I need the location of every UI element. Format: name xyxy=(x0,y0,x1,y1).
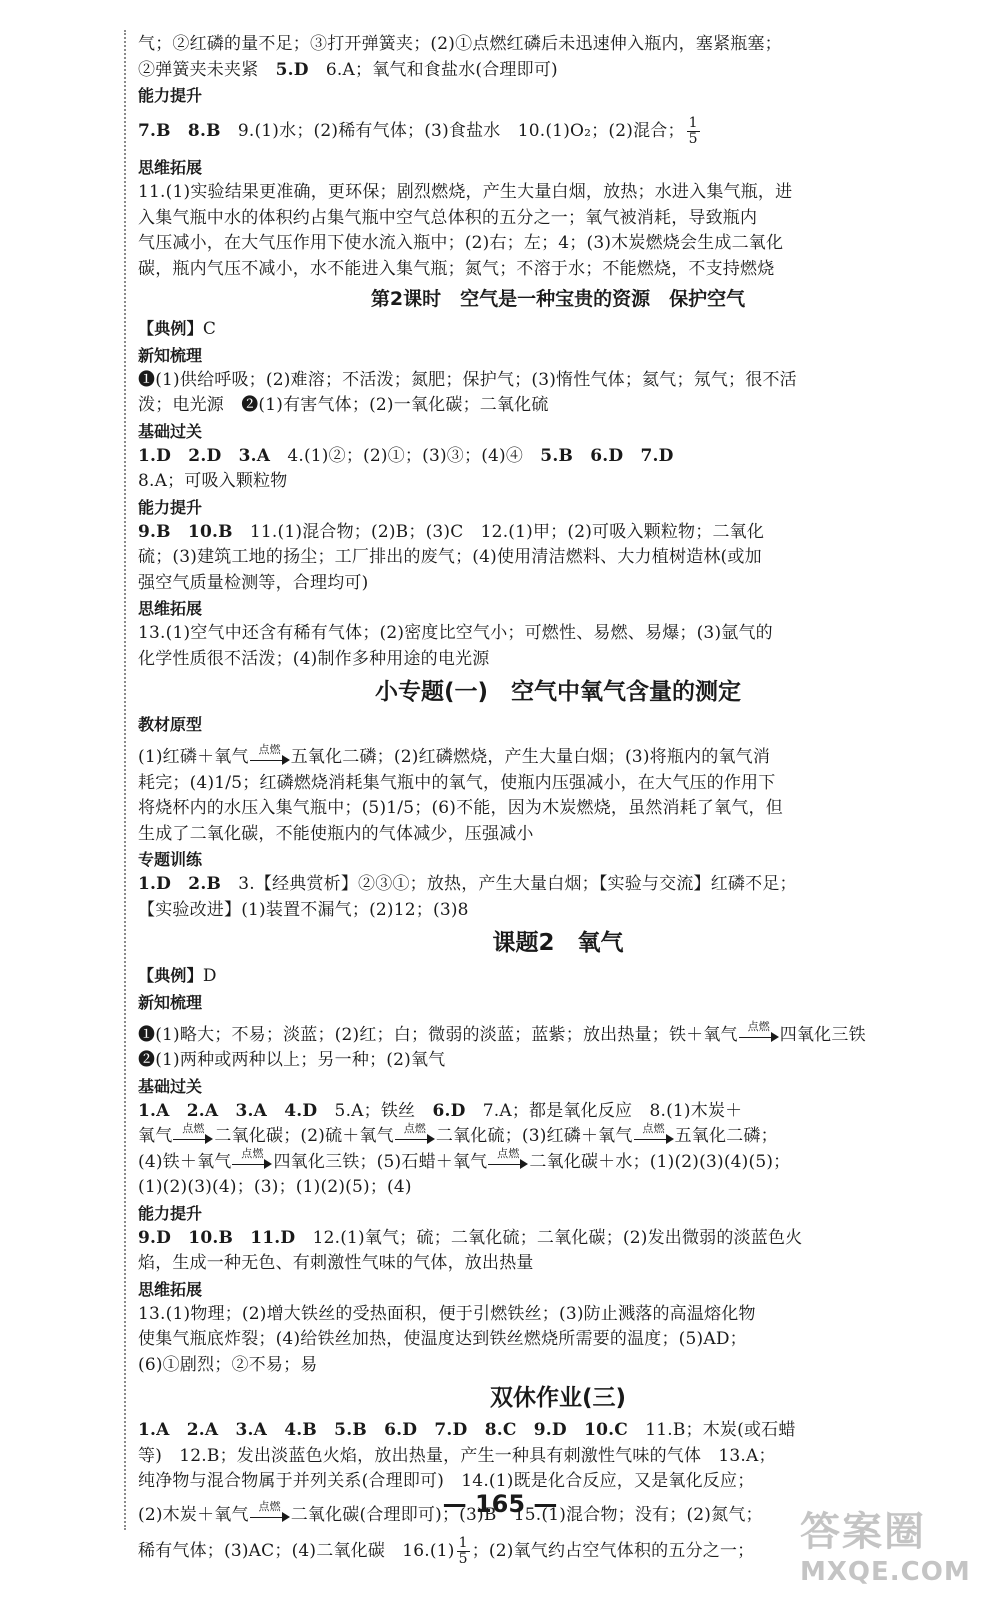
reaction-arrow: 点燃 xyxy=(739,1023,779,1048)
page-number: — 165 — xyxy=(442,1490,558,1518)
text-line: 1.A 2.A 3.A 4.B 5.B 6.D 7.D 8.C 9.D 10.C 11.B；木炭(或石蜡 xyxy=(138,1420,796,1440)
answer-page xyxy=(138,32,978,1567)
reaction-arrow: 点燃 xyxy=(634,1125,674,1150)
text-line: ❷(1)两种或两种以上；另一种；(2)氧气 xyxy=(138,1050,446,1070)
text-line: 气压减小，在大气压作用下使水流入瓶中；(2)右；左；4；(3)木炭燃烧会生成二氧化 xyxy=(138,233,784,253)
text-line: ❶(1)略大；不易；淡蓝；(2)红；白；微弱的淡蓝；蓝紫；放出热量；铁＋氧气 点燃 四氧化三铁 xyxy=(138,1023,978,1049)
text-line: 7.B 8.B 9.(1)水；(2)稀有气体；(3)食盐水 10.(1)O₂；(2)混合； $\frac{1}{5}$ xyxy=(138,115,698,147)
text-line: 硫；(3)建筑工地的扬尘；工厂排出的废气；(4)使用清洁燃料、大力植树造林(或加 xyxy=(138,547,762,567)
text-line: ②弹簧夹未夹紧 5.D 6.A；氧气和食盐水(合理即可) xyxy=(138,59,558,80)
text-line: 【实验改进】(1)装置不漏气；(2)12；(3)8 xyxy=(138,899,469,920)
subheading-nengli: 能力提升 xyxy=(138,1203,203,1223)
text-line: 气；②红磷的量不足；③打开弹簧夹；(2)①点燃红磷后未迅速伸入瓶内，塞紧瓶塞； xyxy=(138,34,782,54)
text-line: 氧气 点燃 二氧化碳；(2)硫＋氧气 点燃 二氧化硫；(3)红磷＋氧气 点燃 五氧化二磷； xyxy=(138,1124,978,1150)
text-line: 泼；电光源 ❷(1)有害气体；(2)一氧化碳；二氧化硫 xyxy=(138,395,549,415)
margin-dotted-rule xyxy=(124,30,126,1530)
subheading-xinzhi: 新知梳理 xyxy=(138,345,203,365)
text-line: 等) 12.B；发出淡蓝色火焰，放出热量，产生一种具有刺激性气味的气体 13.A； xyxy=(138,1445,776,1466)
text-line: ❶(1)供给呼吸；(2)难溶；不活泼；氮肥；保护气；(3)惰性气体；氦气；氖气；很不活 xyxy=(138,369,797,390)
text-line: 化学性质很不活泼；(4)制作多种用途的电光源 xyxy=(138,648,490,669)
reaction-arrow: 点燃 xyxy=(250,746,290,771)
subheading-xinzhi: 新知梳理 xyxy=(138,992,203,1012)
text-line: 11.(1)实验结果更准确，更环保；剧烈燃烧，产生大量白烟，放热；水进入集气瓶，进 xyxy=(138,182,793,202)
fraction: $\frac{1}{5}$ xyxy=(458,1535,468,1567)
text-line: 碳，瓶内气压不减小，水不能进入集气瓶；氮气；不溶于水；不能燃烧，不支持燃烧 xyxy=(138,258,775,279)
reaction-arrow: 点燃 xyxy=(173,1125,213,1150)
text-line: 【典例】C xyxy=(138,319,217,339)
subheading-siwei: 思维拓展 xyxy=(138,158,203,177)
text-line: (2)木炭＋氧气 点燃 二氧化碳(合理即可)；(3)B 15.(1)混合物；没有；(2)氮气； xyxy=(138,1503,978,1529)
homework-title: 双休作业(三) xyxy=(489,1385,627,1411)
subheading-jichu: 基础过关 xyxy=(138,1076,203,1096)
text-line: 13.(1)空气中还含有稀有气体；(2)密度比空气小；可燃性、易燃、易爆；(3)氩气的 xyxy=(138,623,773,643)
text-line: (1)(2)(3)(4)；(3)；(1)(2)(5)；(4) xyxy=(138,1177,412,1197)
text-line: 13.(1)物理；(2)增大铁丝的受热面积，便于引燃铁丝；(3)防止溅落的高温熔化物 xyxy=(138,1303,756,1324)
reaction-arrow: 点燃 xyxy=(395,1125,435,1150)
text-line: 耗完；(4)1/5；红磷燃烧消耗集气瓶中的氧气，使瓶内压强减小，在大气压的作用下 xyxy=(138,772,776,793)
section-title: 第2课时 空气是一种宝贵的资源 保护空气 xyxy=(370,288,746,310)
watermark-logo xyxy=(800,1508,980,1594)
text-line: 焰，生成一种无色、有刺激性气味的气体，放出热量 xyxy=(138,1253,534,1273)
text-line: 1.D 2.D 3.A 4.(1)②；(2)①；(3)③；(4)④ 5.B 6.D 7.D xyxy=(138,445,674,466)
text-line: 1.A 2.A 3.A 4.D 5.A；铁丝 6.D 7.A；都是氧化反应 8.(1)木炭＋ xyxy=(138,1100,743,1121)
subheading-jichu: 基础过关 xyxy=(138,421,203,441)
topic-title: 小专题(一) 空气中氧气含量的测定 xyxy=(374,679,742,705)
reaction-arrow: 点燃 xyxy=(232,1150,272,1175)
fraction: $\frac{1}{5}$ xyxy=(688,115,698,147)
subheading-zhuanti: 专题训练 xyxy=(138,850,203,869)
text-line: 8.A；可吸入颗粒物 xyxy=(138,471,288,491)
subheading-nengli: 能力提升 xyxy=(138,86,203,105)
text-line: 将烧杯内的水压入集气瓶中；(5)1/5；(6)不能，因为木炭燃烧，虽然消耗了氧气，但 xyxy=(138,798,783,818)
subheading-siwei: 思维拓展 xyxy=(138,1279,203,1299)
text-line: 稀有气体；(3)AC；(4)二氧化碳 16.(1) $\frac{1}{5}$ ；(2)氧气约占空气体积的五分之一； xyxy=(138,1535,755,1567)
watermark-text: 答案圈 xyxy=(800,1509,926,1555)
text-line: 1.D 2.B 3.【经典赏析】②③①；放热，产生大量白烟；【实验与交流】红磷不足； xyxy=(138,874,797,894)
text-line: 使集气瓶底炸裂；(4)给铁丝加热，使温度达到铁丝燃烧所需要的温度；(5)AD； xyxy=(138,1329,747,1349)
text-line: 入集气瓶中水的体积约占集气瓶中空气总体积的五分之一；氧气被消耗，导致瓶内 xyxy=(138,207,758,228)
text-line: 9.B 10.B 11.(1)混合物；(2)B；(3)C 12.(1)甲；(2)可吸入颗粒物；二氧化 xyxy=(138,521,765,542)
subheading-nengli: 能力提升 xyxy=(138,497,203,517)
text-line: 【典例】D xyxy=(138,966,217,986)
text-line: (6)①剧烈；②不易；易 xyxy=(138,1354,318,1375)
text-line: 强空气质量检测等，合理均可) xyxy=(138,572,369,593)
subheading-siwei: 思维拓展 xyxy=(138,599,203,618)
text-line: (4)铁＋氧气 点燃 四氧化三铁；(5)石蜡＋氧气 点燃 二氧化碳＋水；(1)(2)(3)(4)(5)； xyxy=(138,1150,978,1176)
text-line: 纯净物与混合物属于并列关系(合理即可) 14.(1)既是化合反应，又是氧化反应； xyxy=(138,1471,755,1491)
reaction-arrow: 点燃 xyxy=(250,1503,290,1528)
subheading-jiaocai: 教材原型 xyxy=(138,715,203,734)
reaction-arrow: 点燃 xyxy=(488,1150,528,1175)
text-line: 9.D 10.B 11.D 12.(1)氧气；硫；二氧化硫；二氧化碳；(2)发出微弱的淡蓝色火 xyxy=(138,1227,803,1248)
lesson-title: 课题2 氧气 xyxy=(492,930,624,956)
watermark-url: MXQE.COM xyxy=(800,1557,971,1587)
text-line: (1)红磷＋氧气 点燃 五氧化二磷；(2)红磷燃烧，产生大量白烟；(3)将瓶内的氧气消 xyxy=(138,745,978,771)
text-line: 生成了二氧化碳，不能使瓶内的气体减少，压强减小 xyxy=(138,823,534,844)
